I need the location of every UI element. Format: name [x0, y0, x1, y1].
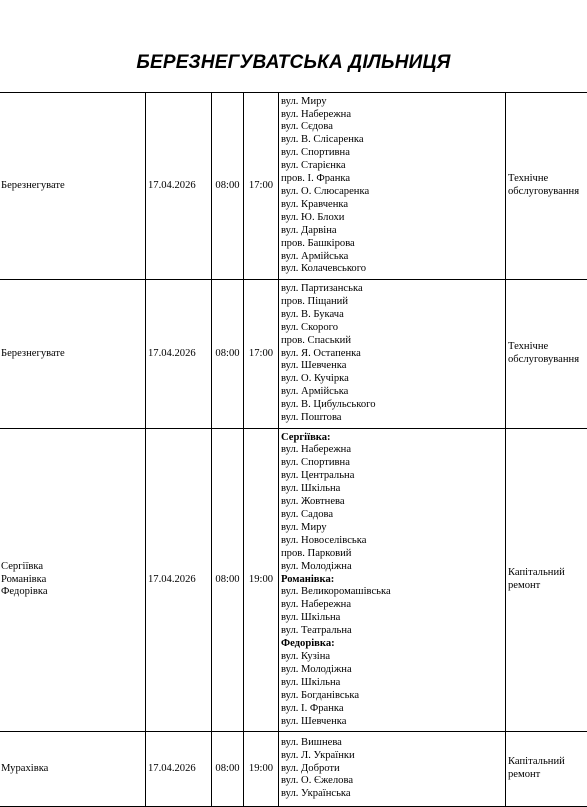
street-item: пров. Спаський — [281, 335, 503, 348]
work-type-line: ремонт — [508, 580, 587, 593]
village-group-heading: Сергіївка: — [281, 432, 503, 445]
settlement-name: Федорівка — [1, 586, 143, 599]
street-item: вул. О. Кучірка — [281, 373, 503, 386]
work-type-line: Капітальний — [508, 567, 587, 580]
street-item: пров. Піщаний — [281, 296, 503, 309]
start-time-cell: 08:00 — [212, 93, 244, 280]
streets-cell — [279, 93, 506, 280]
street-item: вул. Колачевського — [281, 263, 503, 276]
street-item: вул. Я. Остапенка — [281, 348, 503, 361]
street-item: вул. Вишнева — [281, 737, 503, 750]
settlement-cell — [0, 93, 146, 280]
street-item: вул. Дарвіна — [281, 225, 503, 238]
street-item: вул. В. Букача — [281, 309, 503, 322]
work-type-cell — [506, 280, 587, 429]
street-item: вул. Шевченка — [281, 360, 503, 373]
street-item: пров. Парковий — [281, 548, 503, 561]
village-group-heading: Федорівка: — [281, 638, 503, 651]
street-item: вул. В. Цибульського — [281, 399, 503, 412]
work-type-line: Капітальний — [508, 756, 587, 769]
street-item: вул. Спортивна — [281, 147, 503, 160]
start-time-cell: 08:00 — [212, 280, 244, 429]
settlement-name: Мурахівка — [1, 763, 143, 776]
table-row — [0, 280, 587, 429]
table-row — [0, 429, 587, 732]
street-item: вул. Кузіна — [281, 651, 503, 664]
page-title: БЕРЕЗНЕГУВАТСЬКА ДІЛЬНИЦЯ — [0, 52, 587, 74]
start-time-cell: 08:00 — [212, 732, 244, 807]
work-type-line: Технічне — [508, 173, 587, 186]
settlement-cell — [0, 429, 146, 732]
street-item: вул. В. Слісаренка — [281, 134, 503, 147]
street-item: вул. Старієнка — [281, 160, 503, 173]
work-type-line: ремонт — [508, 769, 587, 782]
streets-cell — [279, 429, 506, 732]
street-item: вул. Молодіжна — [281, 664, 503, 677]
street-item: вул. Набережна — [281, 109, 503, 122]
street-item: вул. О. Слюсаренка — [281, 186, 503, 199]
street-item: вул. Скорого — [281, 322, 503, 335]
table-row — [0, 93, 587, 280]
street-item: вул. Партизанська — [281, 283, 503, 296]
street-item: вул. Шкільна — [281, 483, 503, 496]
street-item: вул. Армійська — [281, 386, 503, 399]
streets-cell — [279, 280, 506, 429]
settlement-name: Березнегувате — [1, 348, 143, 361]
street-item: вул. І. Франка — [281, 703, 503, 716]
street-item: вул. Армійська — [281, 251, 503, 264]
date-cell: 17.04.2026 — [146, 280, 212, 429]
street-item: вул. Набережна — [281, 599, 503, 612]
street-item: вул. Садова — [281, 509, 503, 522]
street-item: вул. Новоселівська — [281, 535, 503, 548]
street-item: вул. Шевченка — [281, 716, 503, 729]
street-item: вул. Жовтнева — [281, 496, 503, 509]
street-item: вул. Великоромашівська — [281, 586, 503, 599]
work-type-cell — [506, 429, 587, 732]
street-item: вул. Поштова — [281, 412, 503, 425]
street-item: вул. Театральна — [281, 625, 503, 638]
street-item: вул. Доброти — [281, 763, 503, 776]
settlement-cell — [0, 732, 146, 807]
streets-cell — [279, 732, 506, 807]
street-item: вул. Спортивна — [281, 457, 503, 470]
street-item: вул. Молодіжна — [281, 561, 503, 574]
start-time-cell: 08:00 — [212, 429, 244, 732]
street-item: вул. Українська — [281, 788, 503, 801]
work-type-cell — [506, 93, 587, 280]
street-item: вул. О. Єжелова — [281, 775, 503, 788]
street-item: вул. Кравченка — [281, 199, 503, 212]
date-cell: 17.04.2026 — [146, 93, 212, 280]
settlement-name: Сергіївка — [1, 561, 143, 574]
street-item: вул. Миру — [281, 96, 503, 109]
street-item: вул. Шкільна — [281, 677, 503, 690]
table-row — [0, 732, 587, 807]
settlement-cell — [0, 280, 146, 429]
work-type-line: обслуговування — [508, 354, 587, 367]
street-item: вул. Ю. Блохи — [281, 212, 503, 225]
street-item: вул. Сєдова — [281, 121, 503, 134]
street-item: вул. Набережна — [281, 444, 503, 457]
work-type-cell — [506, 732, 587, 807]
street-item: вул. Шкільна — [281, 612, 503, 625]
work-type-line: обслуговування — [508, 186, 587, 199]
end-time-cell: 19:00 — [244, 732, 279, 807]
end-time-cell: 19:00 — [244, 429, 279, 732]
end-time-cell: 17:00 — [244, 93, 279, 280]
end-time-cell: 17:00 — [244, 280, 279, 429]
street-item: вул. Богданівська — [281, 690, 503, 703]
street-item: пров. Башкірова — [281, 238, 503, 251]
street-item: вул. Л. Українки — [281, 750, 503, 763]
outage-schedule-table — [0, 92, 587, 807]
date-cell: 17.04.2026 — [146, 429, 212, 732]
settlement-name: Березнегувате — [1, 180, 143, 193]
village-group-heading: Романівка: — [281, 574, 503, 587]
street-item: вул. Центральна — [281, 470, 503, 483]
street-item: вул. Миру — [281, 522, 503, 535]
date-cell: 17.04.2026 — [146, 732, 212, 807]
work-type-line: Технічне — [508, 341, 587, 354]
street-item: пров. І. Франка — [281, 173, 503, 186]
settlement-name: Романівка — [1, 574, 143, 587]
